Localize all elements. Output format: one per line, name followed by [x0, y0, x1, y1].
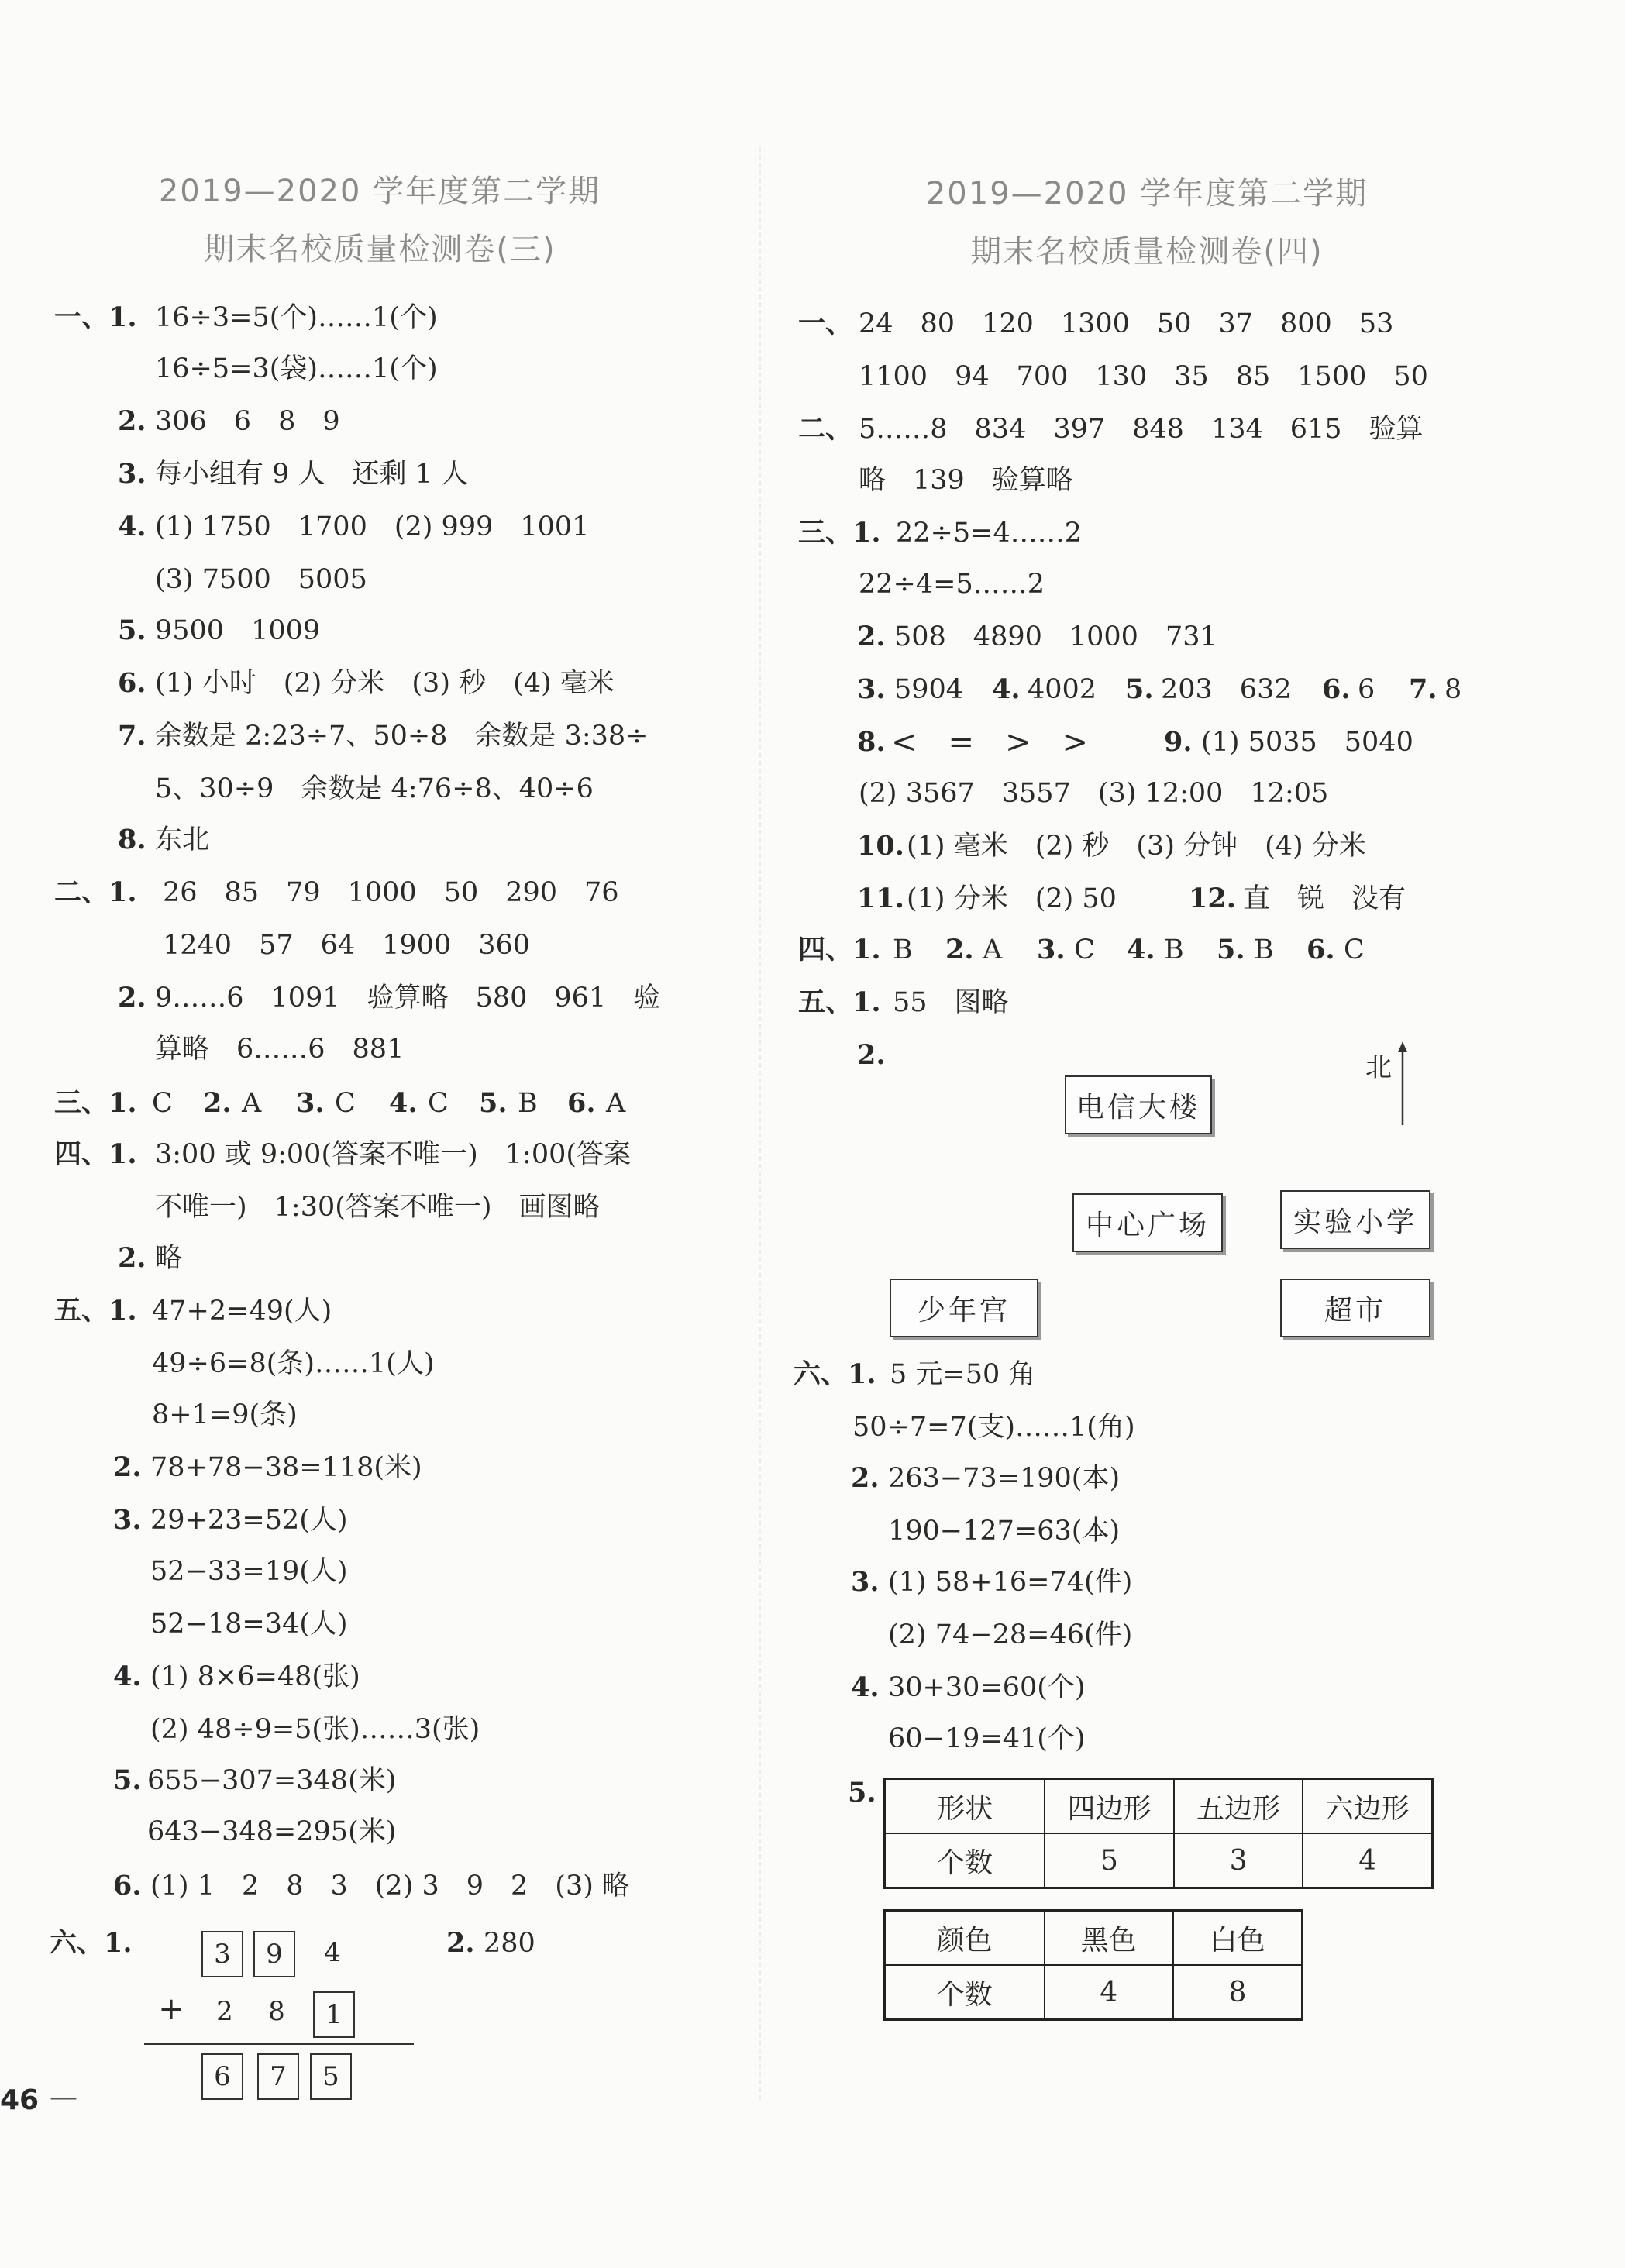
left-s3-n6: 6. — [567, 1087, 596, 1119]
left-s1-i4n: 4. — [118, 511, 146, 542]
left-s5-i3n: 3. — [113, 1504, 142, 1536]
left-s6-i2: 280 — [484, 1928, 535, 1959]
right-s1-l2: 1100 94 700 130 35 85 1500 50 — [859, 361, 1428, 392]
right-s6-i4n: 4. — [851, 1671, 880, 1703]
left-s5-i2: 78+78−38=118(米) — [150, 1452, 422, 1483]
left-s5-i6: (1) 1 2 8 3 (2) 3 9 2 (3) 略 — [150, 1870, 629, 1901]
right-s5-l1: 55 图略 — [893, 987, 1009, 1018]
right-s6-i3a: (1) 58+16=74(件) — [888, 1567, 1133, 1598]
map-experimental-school: 实验小学 — [1280, 1190, 1430, 1249]
left-s2-i2b: 算略 6……6 881 — [155, 1034, 405, 1065]
left-s3-a5: B — [518, 1088, 538, 1119]
map-supermarket: 超市 — [1280, 1279, 1430, 1337]
right-s6-i3b: (2) 74−28=46(件) — [888, 1619, 1133, 1650]
left-s2-l1: 26 85 79 1000 50 290 76 — [163, 877, 619, 908]
right-s3-i10n: 10. — [857, 830, 904, 862]
left-s1-i6n: 6. — [118, 667, 146, 699]
table-row — [885, 1965, 1303, 2020]
plus-sign: + — [158, 1991, 184, 2027]
left-s1-i2: 306 6 8 9 — [155, 406, 340, 437]
right-s3-i5n: 5. — [1125, 673, 1154, 705]
left-s5-i5b: 643−348=295(米) — [147, 1816, 397, 1847]
left-s1-l1: 16÷3=5(个)……1(个) — [155, 302, 438, 333]
table-cell: 四边形 — [1045, 1779, 1174, 1834]
left-s5-i4n: 4. — [113, 1661, 142, 1692]
left-s1-i7a: 余数是 2:23÷7、50÷8 余数是 3:38÷ — [155, 721, 649, 752]
right-s3-i10: (1) 毫米 (2) 秒 (3) 分钟 (4) 分米 — [907, 831, 1366, 862]
right-s1-label: 一、 — [798, 308, 853, 339]
right-s4-a6: C — [1344, 934, 1365, 965]
table-cell: 5 — [1045, 1833, 1174, 1888]
left-s1-i8n: 8. — [118, 824, 146, 855]
left-s2-i2n: 2. — [118, 982, 146, 1014]
right-s4-n4: 4. — [1127, 934, 1155, 965]
left-s5-i5n: 5. — [113, 1764, 142, 1796]
sum-rule-line — [144, 2043, 414, 2045]
right-s1-l1: 24 80 120 1300 50 37 800 53 — [859, 308, 1394, 339]
left-s2-i2a: 9……6 1091 验算略 580 961 验 — [155, 983, 661, 1014]
left-s4-l1: 3:00 或 9:00(答案不唯一) 1:00(答案 — [155, 1139, 632, 1170]
right-s6-label: 六、1. — [794, 1358, 876, 1390]
right-s5-i2n: 2. — [857, 1039, 886, 1071]
left-s1-i4a: (1) 1750 1700 (2) 999 1001 — [155, 511, 590, 542]
right-s4-a2: A — [983, 934, 1003, 965]
left-s1-i7n: 7. — [118, 720, 146, 752]
table-cell: 黑色 — [1045, 1911, 1173, 1966]
right-s4-a3: C — [1074, 934, 1095, 965]
page-number-dash: — — [50, 2081, 77, 2113]
right-s3-i8: < = > > — [891, 724, 1089, 760]
addend2-digit-tens: 8 — [268, 1996, 285, 2027]
left-s4-i2: 略 — [155, 1243, 183, 1274]
left-s2-l2: 1240 57 64 1900 360 — [163, 930, 531, 961]
left-s1-i2n: 2. — [118, 405, 146, 437]
table-cell: 个数 — [885, 1833, 1045, 1888]
right-s2-label: 二、 — [798, 413, 853, 445]
right-s3-i3n: 3. — [857, 673, 886, 705]
page-number: 46 — [0, 2084, 40, 2116]
right-s5-label: 五、1. — [798, 986, 881, 1018]
left-title-exam: 期末名校质量检测卷(三) — [203, 232, 556, 267]
left-s4-i2n: 2. — [118, 1242, 146, 1274]
left-s1-label: 一、1. — [54, 301, 137, 333]
right-s3-i2: 508 4890 1000 731 — [894, 621, 1217, 652]
right-s4-a1: B — [893, 934, 913, 965]
left-s6-i2n: 2. — [446, 1927, 475, 1959]
right-s6-i2n: 2. — [851, 1462, 880, 1494]
addend1-digit-ones: 4 — [324, 1937, 341, 1968]
right-title-year: 2019—2020 学年度第二学期 — [925, 176, 1369, 212]
right-s3-i8n: 8. — [857, 726, 886, 758]
map-youth-palace: 少年宫 — [890, 1279, 1038, 1337]
column-divider — [759, 147, 761, 2100]
addend2-digit-hundreds: 2 — [216, 1996, 233, 2027]
left-s4-l2: 不唯一) 1:30(答案不唯一) 画图略 — [155, 1192, 601, 1223]
left-s3-a3: C — [335, 1088, 356, 1119]
left-s6-label: 六、1. — [50, 1927, 133, 1959]
right-s3-i6: 6 — [1358, 674, 1375, 705]
sum-digit-ones: 5 — [310, 2053, 352, 2100]
left-s4-label: 四、1. — [54, 1138, 137, 1170]
left-title-year: 2019—2020 学年度第二学期 — [158, 174, 601, 209]
right-s4-n5: 5. — [1217, 934, 1245, 965]
left-s3-n4: 4. — [389, 1087, 418, 1119]
left-s1-i5: 9500 1009 — [155, 615, 321, 646]
left-s1-i6: (1) 小时 (2) 分米 (3) 秒 (4) 毫米 — [155, 668, 615, 699]
right-s3-i12n: 12. — [1189, 883, 1236, 914]
right-s6-l1: 5 元=50 角 — [890, 1359, 1036, 1390]
right-s4-a4: B — [1164, 934, 1184, 965]
addend1-digit-hundreds: 3 — [201, 1931, 243, 1977]
table-cell: 六边形 — [1303, 1779, 1432, 1834]
right-s4-a5: B — [1254, 934, 1274, 965]
right-s3-i6n: 6. — [1322, 673, 1351, 705]
right-s3-i7n: 7. — [1409, 673, 1437, 705]
right-s4-n3: 3. — [1037, 934, 1066, 965]
left-s5-i3c: 52−18=34(人) — [150, 1609, 348, 1640]
addend1-digit-tens: 9 — [253, 1931, 295, 1977]
right-s3-l1: 22÷5=4……2 — [896, 518, 1082, 549]
table-cell: 白色 — [1173, 1911, 1303, 1966]
right-s3-i11: (1) 分米 (2) 50 — [907, 883, 1117, 914]
left-s2-label: 二、1. — [54, 876, 137, 908]
left-s5-i3a: 29+23=52(人) — [150, 1505, 348, 1536]
table-cell: 4 — [1303, 1833, 1432, 1888]
table-row — [885, 1911, 1303, 1966]
right-s6-i2b: 190−127=63(本) — [888, 1516, 1121, 1547]
left-s3-n2: 2. — [203, 1087, 232, 1119]
right-s3-i9b: (2) 3567 3557 (3) 12:00 12:05 — [859, 778, 1329, 809]
right-s2-l2: 略 139 验算略 — [859, 465, 1073, 496]
table-cell: 4 — [1045, 1965, 1173, 2020]
right-s3-i11n: 11. — [857, 883, 904, 914]
left-s3-a4: C — [428, 1088, 449, 1119]
right-s3-label: 三、1. — [798, 517, 881, 549]
right-s6-i3n: 3. — [851, 1566, 880, 1598]
right-s4-label: 四、1. — [798, 934, 881, 965]
sum-digit-hundreds: 6 — [201, 2053, 243, 2100]
left-s3-a6: A — [606, 1088, 626, 1119]
right-s3-i5: 203 632 — [1161, 674, 1292, 705]
left-s5-l3: 8+1=9(条) — [152, 1399, 298, 1430]
left-s3-n3: 3. — [296, 1087, 325, 1119]
left-s5-i4b: (2) 48÷9=5(张)……3(张) — [150, 1714, 480, 1745]
left-s5-i3b: 52−33=19(人) — [150, 1556, 348, 1587]
left-s3-a1: C — [152, 1088, 173, 1119]
right-s3-i2n: 2. — [857, 621, 886, 652]
left-s1-i3n: 3. — [118, 458, 146, 490]
right-s3-i12: 直 锐 没有 — [1243, 883, 1406, 914]
right-s6-i5n: 5. — [848, 1777, 876, 1809]
right-s3-i3: 5904 — [894, 674, 964, 705]
left-s3-n5: 5. — [479, 1087, 508, 1119]
left-s1-i7b: 5、30÷9 余数是 4:76÷8、40÷6 — [155, 773, 594, 804]
right-s3-i9n: 9. — [1164, 726, 1193, 758]
color-count-table — [883, 1909, 1303, 2021]
left-s1-i8: 东北 — [155, 824, 210, 855]
left-s3-label: 三、1. — [54, 1087, 137, 1119]
left-s5-l2: 49÷6=8(条)……1(人) — [152, 1348, 435, 1379]
right-s2-l1: 5……8 834 397 848 134 615 验算 — [859, 414, 1424, 445]
table-row — [885, 1779, 1433, 1834]
left-s1-i3: 每小组有 9 人 还剩 1 人 — [155, 459, 469, 490]
addend2-digit-ones: 1 — [313, 1991, 355, 2038]
left-s5-i6n: 6. — [113, 1870, 142, 1901]
left-s5-i4a: (1) 8×6=48(张) — [150, 1661, 360, 1692]
table-cell: 3 — [1174, 1833, 1303, 1888]
table-cell: 个数 — [885, 1965, 1045, 2020]
right-s6-i2a: 263−73=190(本) — [888, 1463, 1121, 1494]
sum-digit-tens: 7 — [257, 2053, 299, 2100]
right-s3-i9a: (1) 5035 5040 — [1201, 727, 1413, 758]
right-s3-i7: 8 — [1444, 674, 1462, 705]
right-s4-n6: 6. — [1307, 934, 1335, 965]
right-s6-i4b: 60−19=41(个) — [888, 1723, 1086, 1754]
table-cell: 8 — [1173, 1965, 1303, 2020]
left-s1-i4b: (3) 7500 5005 — [155, 564, 367, 595]
right-s4-n2: 2. — [945, 934, 974, 965]
right-s6-l2: 50÷7=7(支)……1(角) — [852, 1412, 1135, 1443]
right-s3-i4n: 4. — [992, 673, 1021, 705]
map-telecom-building: 电信大楼 — [1065, 1075, 1212, 1134]
map-central-square: 中心广场 — [1072, 1193, 1223, 1252]
table-row — [885, 1833, 1433, 1888]
left-s5-l1: 47+2=49(人) — [152, 1296, 332, 1327]
left-s5-i2n: 2. — [113, 1451, 142, 1483]
left-s1-i5n: 5. — [118, 614, 146, 646]
left-s1-l2: 16÷5=3(袋)……1(个) — [155, 353, 438, 384]
north-arrow-icon — [1395, 1041, 1410, 1127]
left-s3-a2: A — [242, 1088, 262, 1119]
left-s5-i5a: 655−307=348(米) — [147, 1765, 397, 1796]
right-s3-i4: 4002 — [1028, 674, 1097, 705]
shape-count-table — [883, 1778, 1434, 1889]
north-label: 北 — [1365, 1052, 1392, 1083]
table-cell: 形状 — [885, 1779, 1045, 1834]
right-title-exam: 期末名校质量检测卷(四) — [970, 234, 1324, 270]
right-s3-l2: 22÷4=5……2 — [859, 569, 1045, 600]
right-s6-i4a: 30+30=60(个) — [888, 1672, 1086, 1703]
table-cell: 五边形 — [1174, 1779, 1303, 1834]
table-cell: 颜色 — [885, 1911, 1045, 1966]
left-s5-label: 五、1. — [54, 1295, 137, 1327]
